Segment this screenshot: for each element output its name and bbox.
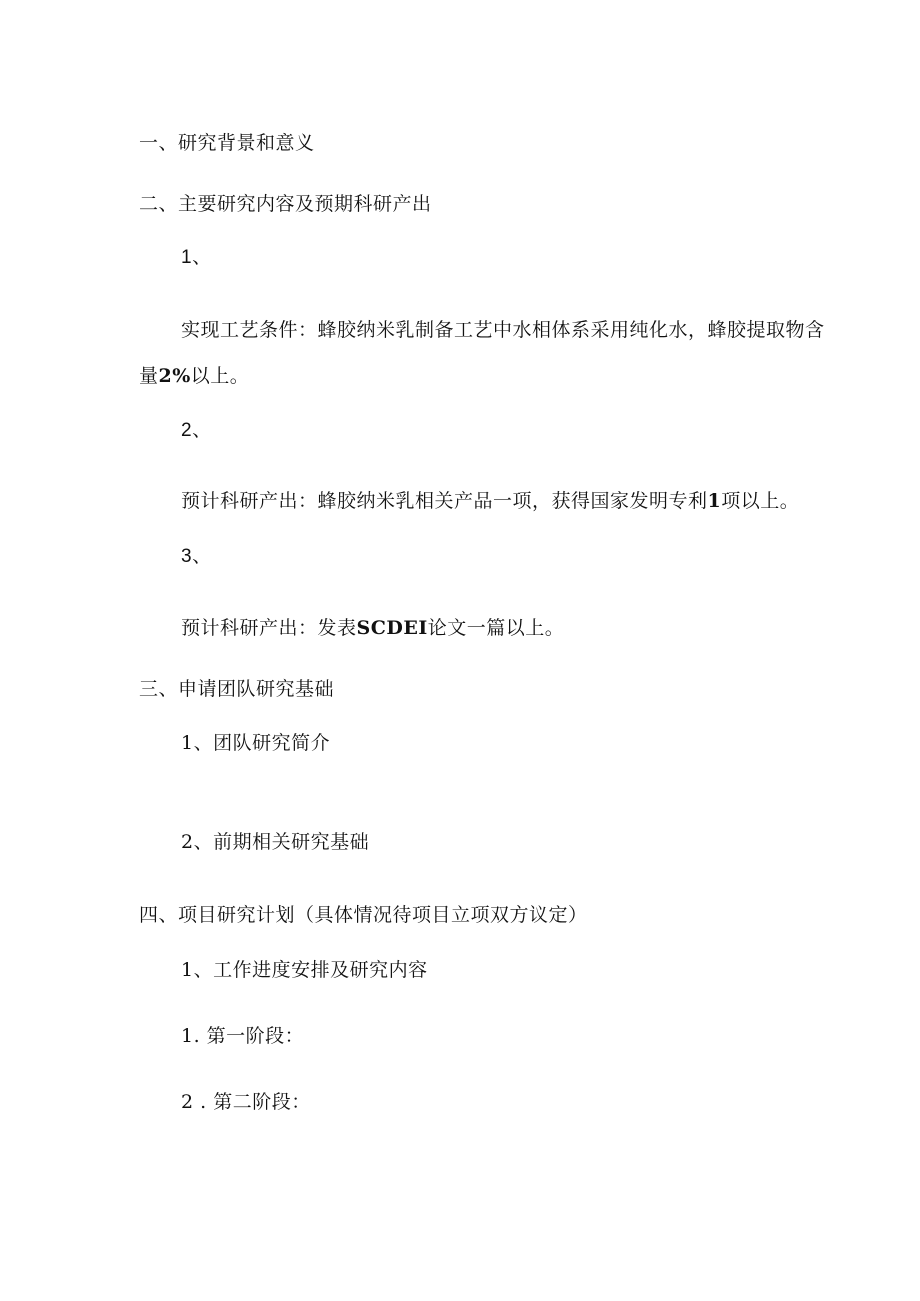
section-3-item-1: 1、团队研究简介 <box>181 732 331 754</box>
stage-1-label: 1. 第一阶段： <box>181 1025 305 1047</box>
paragraph-bold-value: 1 <box>707 490 722 512</box>
section-4-heading: 四、项目研究计划（具体情况待项目立项双方议定） <box>139 904 588 926</box>
section-3-heading: 三、申请团队研究基础 <box>139 678 335 700</box>
paragraph-text: 论文一篇以上。 <box>427 617 565 639</box>
section-2-item-1-number: 1、 <box>181 247 212 268</box>
section-2-item-3-paragraph <box>139 605 829 651</box>
section-2-item-1-paragraph <box>139 307 829 399</box>
section-3-item-2: 2、前期相关研究基础 <box>181 831 370 853</box>
section-1-heading: 一、研究背景和意义 <box>139 132 315 154</box>
paragraph-text: 项以上。 <box>721 490 800 512</box>
paragraph-text: 预计科研产出：蜂胶纳米乳相关产品一项，获得国家发明专利 <box>181 490 708 512</box>
paragraph-text: 以上。 <box>190 365 250 387</box>
section-2-item-2-number: 2、 <box>181 420 212 441</box>
section-2-item-3-number: 3、 <box>181 546 212 567</box>
paragraph-text: 实现工艺条件：蜂胶纳米乳制备工艺中水相体系采用纯化水，蜂胶提取物含量 <box>139 319 825 387</box>
section-2-item-2-paragraph <box>139 478 829 524</box>
paragraph-text: 预计科研产出：发表 <box>181 617 357 639</box>
section-4-item-1: 1、工作进度安排及研究内容 <box>181 959 428 981</box>
paragraph-bold-value: SCDEI <box>356 617 428 639</box>
stage-2-label: 2 . 第二阶段： <box>181 1091 311 1113</box>
paragraph-bold-value: 2% <box>158 365 191 387</box>
section-2-heading: 二、主要研究内容及预期科研产出 <box>139 193 432 215</box>
